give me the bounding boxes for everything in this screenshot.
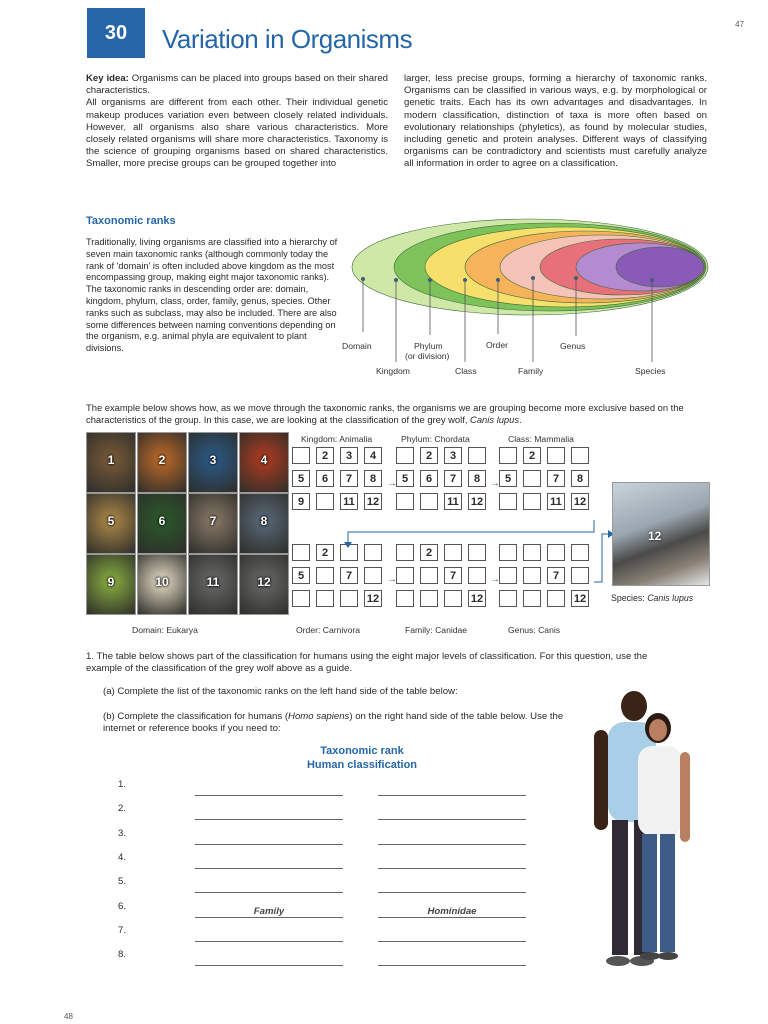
organism-photo-number: 7 xyxy=(209,514,217,528)
classification-answer-line[interactable] xyxy=(378,844,526,845)
grid-cell: 5 xyxy=(292,470,310,487)
answer-row-number: 3. xyxy=(118,827,127,839)
rank-label-phylum: Phylum xyxy=(414,341,443,351)
kingdom-label: Kingdom: Animalia xyxy=(301,434,373,444)
leader-dot-genus xyxy=(574,276,577,279)
organism-photo-grid xyxy=(86,432,286,612)
rank-label-phylum-note: (or division) xyxy=(405,351,450,361)
taxonomic-ranks-text: Traditionally, living organisms are classified into a hierarchy of seven main taxonomic ranks (although commonly today the rank of 'domain' is often included above kingdom as the most encompassing group, making eight major taxonomic ranks). The taxonomic ranks in descending order are: domain, kingdom, phylum, class, order, family, genus, species. Other ranks such as subclass, may also be included. There are also some differences between naming conventions depending on the organism, e.g. animal phyla are equivalent to plant divisions. xyxy=(86,237,338,354)
grid-arrow-icon: → xyxy=(387,574,397,585)
organism-photo xyxy=(239,493,289,554)
grid-cell: 5 xyxy=(396,470,414,487)
organism-photo xyxy=(137,493,187,554)
grid-cell: 9 xyxy=(292,493,310,510)
leader-dot-kingdom xyxy=(394,278,397,281)
rank-answer-line[interactable] xyxy=(195,892,343,893)
organism-photo xyxy=(86,554,136,615)
phylum-label: Phylum: Chordata xyxy=(401,434,470,444)
answer-row-number: 7. xyxy=(118,924,127,936)
classification-answer-line[interactable] xyxy=(378,892,526,893)
organism-photo-number: 11 xyxy=(206,575,220,589)
organism-photo-number: 8 xyxy=(260,514,268,528)
leader-dot-family xyxy=(531,276,534,279)
example-species-name: Canis lupus xyxy=(470,414,520,425)
grid-cell: 7 xyxy=(340,567,358,584)
intro-paragraph: All organisms are different from each other. Their individual genetic makeup produces variation even between closely related individuals. However, all organisms also share various characteristics. More closely related organisms will share more characteristics. Taxonomy is the science of grouping organisms based on shared characteristics. Smaller, more precise groups can be grouped together into xyxy=(86,97,388,170)
question-1b xyxy=(103,711,573,735)
genus-label: Genus: Canis xyxy=(508,625,561,635)
organism-photo xyxy=(239,432,289,493)
organism-photo-number: 1 xyxy=(107,453,115,467)
grid-cell: 4 xyxy=(364,447,382,464)
classification-answer-line[interactable] xyxy=(378,795,526,796)
classification-answer-line[interactable] xyxy=(378,941,526,942)
domain-label: Domain: Eukarya xyxy=(132,625,198,635)
organism-photo-number: 4 xyxy=(260,453,268,467)
question-1a: (a) Complete the list of the taxonomic ranks on the left hand side of the table below: xyxy=(103,686,458,697)
question-1b-species: Homo sapiens xyxy=(288,711,350,722)
organism-photo-number: 2 xyxy=(158,453,166,467)
grey-wolf-photo xyxy=(612,482,710,586)
grid-cell: 8 xyxy=(468,470,486,487)
rank-answer-line[interactable] xyxy=(195,868,343,869)
rank-answer-line[interactable] xyxy=(195,844,343,845)
rank-answer-line[interactable] xyxy=(195,795,343,796)
grid-cell: 6 xyxy=(420,470,438,487)
organism-photo xyxy=(239,554,289,615)
organism-photo xyxy=(188,432,238,493)
grid-cell: 2 xyxy=(420,544,438,561)
grid-cell: 7 xyxy=(547,567,565,584)
organism-photo-number: 12 xyxy=(257,575,271,589)
answer-row-number: 5. xyxy=(118,876,127,888)
species-name: Canis lupus xyxy=(647,593,694,603)
grey-wolf-number: 12 xyxy=(648,529,662,543)
key-idea-paragraph xyxy=(86,73,388,97)
grid-cell: 2 xyxy=(523,447,541,464)
rank-label-family: Family xyxy=(518,366,544,376)
leader-dot-phylum xyxy=(428,278,431,281)
organism-photo xyxy=(86,432,136,493)
table-heading-human: Human classification xyxy=(306,759,418,771)
example-description xyxy=(86,402,710,426)
row6-classification-filled: Hominidae xyxy=(427,905,477,917)
grid-cell: 12 xyxy=(468,493,486,510)
species-prefix: Species: xyxy=(611,593,648,603)
grid-cell: 6 xyxy=(316,470,334,487)
grid-arrow-icon: → xyxy=(490,574,500,585)
question-1b-part: (b) Complete the classification for humans ( xyxy=(103,711,289,722)
rank-label-order: Order xyxy=(486,340,508,350)
organism-photo-number: 3 xyxy=(209,453,217,467)
grid-arrow-icon: → xyxy=(387,478,397,489)
grid-cell: 7 xyxy=(340,470,358,487)
grid-cell: 8 xyxy=(364,470,382,487)
species-label xyxy=(611,593,693,603)
answer-row-number: 6. xyxy=(118,900,127,912)
nested-ranks-diagram xyxy=(340,212,710,387)
rank-answer-line[interactable] xyxy=(195,965,343,966)
organism-photo xyxy=(188,493,238,554)
answer-row-number: 4. xyxy=(118,851,127,863)
grid-cell: 5 xyxy=(292,567,310,584)
ellipse-species xyxy=(616,247,704,287)
organism-photo xyxy=(86,493,136,554)
key-idea-label: Key idea: xyxy=(86,73,129,84)
grid-cell: 2 xyxy=(316,447,334,464)
grid-arrow-icon: → xyxy=(490,478,500,489)
question-1b-end: ) on the right hand side of the table below. Use the internet or reference books if you need to: xyxy=(103,711,564,734)
leader-dot-domain xyxy=(361,277,364,280)
grid-cell: 2 xyxy=(316,544,334,561)
grid-cell: 2 xyxy=(420,447,438,464)
answer-row-number: 2. xyxy=(118,803,127,815)
organism-photo-number: 10 xyxy=(155,575,169,589)
organism-photo-number: 5 xyxy=(107,514,115,528)
classification-answer-line[interactable] xyxy=(378,819,526,820)
organism-photo-number: 6 xyxy=(158,514,166,528)
rank-label-domain: Domain xyxy=(342,341,372,351)
grid-cell: 7 xyxy=(444,567,462,584)
rank-answer-line[interactable] xyxy=(195,941,343,942)
leader-dot-class xyxy=(463,278,466,281)
order-label: Order: Carnivora xyxy=(296,625,360,635)
organism-photo xyxy=(137,554,187,615)
grid-cell: 12 xyxy=(364,493,382,510)
grid-cell: 8 xyxy=(571,470,589,487)
intro-left-column xyxy=(86,73,388,171)
grid-cell: 11 xyxy=(444,493,462,510)
class-label: Class: Mammalia xyxy=(508,434,574,444)
rank-label-species: Species xyxy=(635,366,666,376)
intro-right-column: larger, less precise groups, forming a hierarchy of taxonomic ranks. Organisms can be classified in various ways, e.g. by morphological or genetic traits. Each has its own advantages and disadvantages. In modern classification, distinction of taxa is more often based on evolutionary relationships (phyletics), as found by molecular studies, including genetic and protein analyses. Different ways of classifying organisms can be contradictory and scientists must carefully analyze all information in order to agree on a classification. xyxy=(404,73,707,170)
grid-cell: 7 xyxy=(444,470,462,487)
classification-answer-line[interactable] xyxy=(378,917,526,918)
example-text-part: The example below shows how, as we move through the taxonomic ranks, the organisms we are grouping become more exclusive based on the characteristics of the group. In this case, we are looking at the classification of the grey wolf, xyxy=(86,402,684,425)
question-1: 1. The table below shows part of the classification for humans using the eight major levels of classification. For this question, use the example of the classification of the grey wolf above as a guide. xyxy=(86,651,648,674)
page-number-top: 47 xyxy=(735,20,744,29)
row6-rank-filled: Family xyxy=(253,905,285,917)
grid-cell: 12 xyxy=(468,590,486,607)
classification-answer-line[interactable] xyxy=(378,868,526,869)
taxonomic-ranks-heading: Taxonomic ranks xyxy=(86,215,176,227)
chapter-number-badge: 30 xyxy=(87,8,145,58)
grid-connectors xyxy=(290,440,620,600)
grid-cell: 5 xyxy=(499,470,517,487)
organism-photo xyxy=(188,554,238,615)
rank-answer-line[interactable] xyxy=(195,819,343,820)
chapter-title: Variation in Organisms xyxy=(162,24,413,54)
human-couple-photo xyxy=(554,686,704,978)
rank-answer-line[interactable] xyxy=(195,917,343,918)
table-heading-rank: Taxonomic rank xyxy=(320,745,404,757)
answer-row-number: 1. xyxy=(118,779,127,790)
rank-label-class: Class xyxy=(455,366,477,376)
organism-photo-number: 9 xyxy=(107,575,115,589)
rank-label-genus: Genus xyxy=(560,341,586,351)
grid-cell: 12 xyxy=(571,590,589,607)
grid-cell: 12 xyxy=(364,590,382,607)
grid-cell: 7 xyxy=(547,470,565,487)
grid-cell: 3 xyxy=(340,447,358,464)
grid-cell: 11 xyxy=(340,493,358,510)
family-label: Family: Canidae xyxy=(405,625,468,635)
key-idea-text: Organisms can be placed into groups based on their shared characteristics. xyxy=(86,73,388,97)
answer-row-number: 8. xyxy=(118,949,127,961)
example-text-end: . xyxy=(519,414,522,425)
leader-dot-species xyxy=(650,278,653,281)
grid-cell: 11 xyxy=(547,493,565,510)
leader-dot-order xyxy=(496,278,499,281)
grid-cell: 3 xyxy=(444,447,462,464)
classification-answer-line[interactable] xyxy=(378,965,526,966)
grid-cell: 12 xyxy=(571,493,589,510)
page-number-bottom: 48 xyxy=(64,1012,73,1021)
rank-label-kingdom: Kingdom xyxy=(376,366,410,376)
organism-photo xyxy=(137,432,187,493)
